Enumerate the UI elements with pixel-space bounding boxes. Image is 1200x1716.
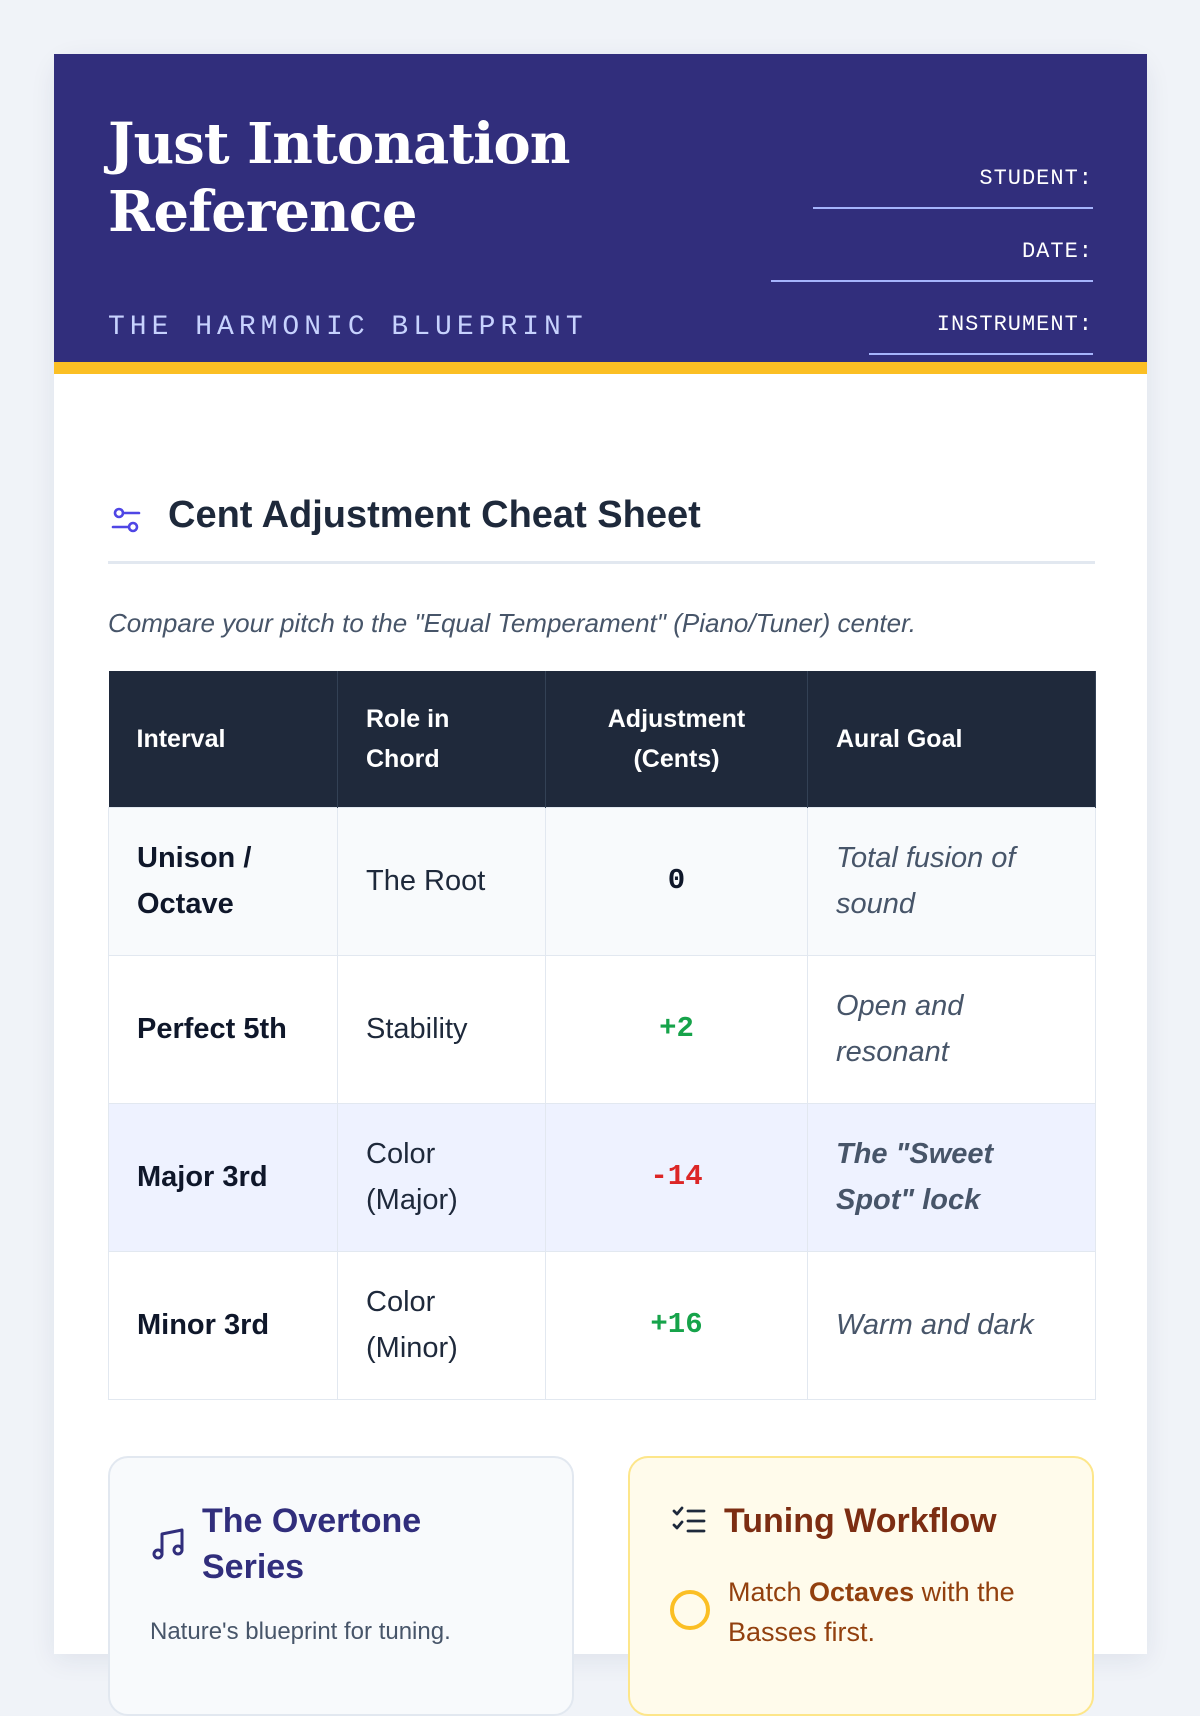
- adjustment-cell: 0: [546, 807, 808, 955]
- music-note-icon: [150, 1526, 186, 1562]
- role-cell: Color (Minor): [338, 1251, 546, 1399]
- instrument-line: [869, 353, 1093, 355]
- adjustment-cell: -14: [546, 1103, 808, 1251]
- table-row: [109, 1251, 1096, 1399]
- section-note: Compare your pitch to the "Equal Temperament" (Piano/Tuner) center.: [108, 608, 917, 638]
- section-header: [108, 484, 1095, 564]
- instrument-field[interactable]: [869, 312, 1093, 355]
- header-banner: [54, 54, 1147, 374]
- date-label: DATE:: [1021, 239, 1093, 264]
- role-cell: The Root: [338, 807, 546, 955]
- student-label: STUDENT:: [979, 166, 1093, 191]
- instrument-label: INSTRUMENT:: [936, 312, 1093, 337]
- interval-cell: Major 3rd: [109, 1103, 338, 1251]
- checklist-icon: [672, 1506, 706, 1536]
- student-field[interactable]: [813, 166, 1093, 209]
- table-row: [109, 955, 1096, 1103]
- sliders-icon: [110, 504, 142, 536]
- interval-cell: Unison / Octave: [109, 807, 338, 955]
- adjustment-cell: +2: [546, 955, 808, 1103]
- section-title: Cent Adjustment Cheat Sheet: [168, 494, 701, 536]
- overtone-panel: [108, 1456, 574, 1716]
- cents-table: [108, 671, 1096, 1400]
- goal-cell: The "Sweet Spot" lock: [808, 1103, 1096, 1251]
- workflow-title: Tuning Workflow: [724, 1502, 997, 1540]
- interval-cell: Minor 3rd: [109, 1251, 338, 1399]
- table-row-highlight: [109, 1103, 1096, 1251]
- overtone-text: Nature's blueprint for tuning.: [150, 1618, 451, 1645]
- table-row: [109, 807, 1096, 955]
- goal-cell: Warm and dark: [808, 1251, 1096, 1399]
- goal-cell: Total fusion of sound: [808, 807, 1096, 955]
- step-text-pre: Match: [728, 1577, 810, 1607]
- step-text-strong: Octaves: [809, 1577, 915, 1607]
- student-line: [813, 207, 1093, 209]
- interval-cell: Perfect 5th: [109, 955, 338, 1103]
- step-checkbox[interactable]: [670, 1590, 710, 1630]
- col-adjustment: Adjustment (Cents): [546, 671, 808, 807]
- reference-card: [54, 54, 1147, 1654]
- page-subtitle: THE HARMONIC BLUEPRINT: [108, 312, 588, 343]
- goal-cell: Open and resonant: [808, 955, 1096, 1103]
- col-interval: Interval: [109, 671, 338, 807]
- date-line: [771, 280, 1093, 282]
- col-goal: Aural Goal: [808, 671, 1096, 807]
- step-text-post: with the Basses first.: [728, 1577, 1015, 1647]
- role-cell: Stability: [338, 955, 546, 1103]
- col-role: Role in Chord: [338, 671, 546, 807]
- date-field[interactable]: [771, 239, 1093, 282]
- adjustment-cell: +16: [546, 1251, 808, 1399]
- table-header-row: [109, 671, 1096, 807]
- overtone-title: The Overtone Series: [202, 1502, 422, 1586]
- workflow-panel: [628, 1456, 1094, 1716]
- page-title: Just Intonation Reference: [108, 111, 570, 245]
- workflow-step: [728, 1572, 1058, 1652]
- role-cell: Color (Major): [338, 1103, 546, 1251]
